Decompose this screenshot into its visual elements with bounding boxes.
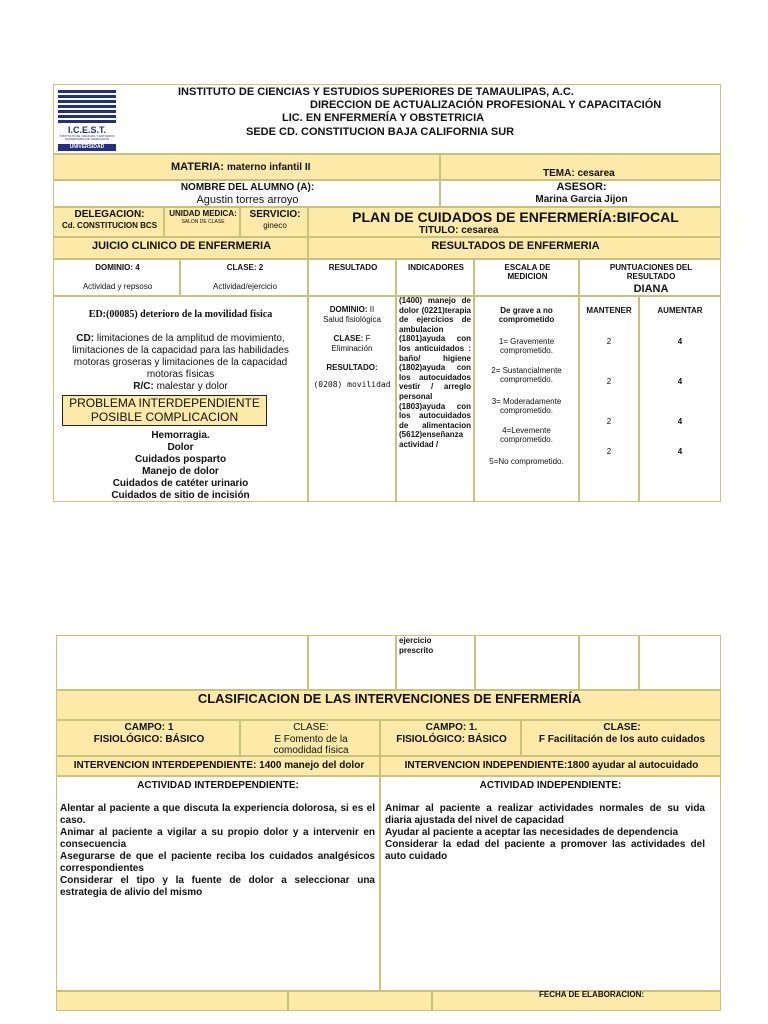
ed-diagnosis: ED:(00085) deterioro de la movilidad física	[88, 309, 273, 320]
cont-escala-cell	[475, 635, 579, 690]
resultado-block	[310, 305, 394, 390]
fecha-cell-2	[288, 991, 432, 1011]
interv2: INTERVENCION INDEPENDIENTE:1800 ayudar al autocuidado	[404, 760, 699, 771]
clase2-cell	[521, 720, 721, 756]
indicadores-text: (1400) manejo de dolor (0221)terapia de ejercicios de ambulacion (1801)ayuda con los anticuidados : baño/ higiene (1802)ayuda con los autocuidados vestir / arreglo personal (1803)ayuda con los autocuidados de alimentacion (5612)enseñanza actividad /	[399, 296, 471, 449]
clasificacion-title: CLASIFICACION DE LAS INTERVENCIONES DE ENFERMERÍA	[197, 691, 582, 706]
res-clase-value: F	[365, 334, 371, 343]
fecha-cell-3	[432, 991, 721, 1011]
clase1-cell	[240, 720, 380, 756]
dominio-col	[53, 259, 180, 296]
servicio-value: gineco	[263, 221, 287, 230]
clase-col	[180, 259, 308, 296]
asesor-cell	[440, 180, 721, 207]
mantener-value: 2	[606, 337, 612, 346]
logo-stripes	[56, 88, 118, 152]
unidad-cell	[164, 207, 240, 237]
act2-item: Ayudar al paciente a aceptar las necesidades de dependencia	[385, 827, 679, 838]
res-resultado-value: (0208) movilidad	[313, 380, 391, 389]
logo-univ: UNIVERSIDAD	[69, 144, 105, 150]
res-resultado-label: RESULTADO:	[326, 363, 378, 372]
tema: TEMA: cesarea	[543, 168, 615, 179]
interv1-cell	[56, 756, 380, 776]
escala-item: 5=No comprometido.	[489, 457, 564, 466]
campo1: CAMPO: 1 FISIOLÓGICO: BÁSICO	[93, 722, 205, 745]
cd-text-block	[58, 333, 303, 381]
cont-mantener-cell	[579, 635, 639, 690]
servicio-label: SERVICIO:	[249, 209, 301, 220]
resultado-title: RESULTADO	[328, 263, 378, 272]
aumentar-body	[639, 296, 721, 502]
diana: DIANA	[633, 283, 669, 295]
res-dominio-label: DOMINIO:	[329, 305, 368, 314]
resultados-header	[308, 237, 721, 259]
delegacion-cell	[53, 207, 164, 237]
res-dominio-sub: Salud fisiológica	[323, 315, 381, 324]
mantener-label: MANTENER	[586, 306, 632, 315]
plan-cell	[308, 207, 721, 237]
res-clase-sub: Eliminación	[331, 344, 373, 353]
clase1: CLASE: E Fomento de la comodidad física	[273, 722, 349, 756]
puntuaciones-title: PUNTUACIONES DEL RESULTADO	[609, 263, 693, 282]
dominio-sub: Actividad y repsoso	[82, 282, 153, 291]
escala-title-body: De grave a no comprometido	[498, 306, 555, 325]
delegacion-value: Cd. CONSTITUCION BCS	[61, 221, 158, 230]
aumentar-value: 4	[677, 417, 683, 426]
escala-title: ESCALA DE MEDICION	[504, 263, 551, 282]
asesor-label: ASESOR:	[556, 181, 607, 193]
clase-title: CLASE: 2	[226, 263, 264, 272]
header-line2: DIRECCION DE ACTUALIZACIÓN PROFESIONAL Y CAPACITACIÓN	[310, 99, 662, 111]
rc-block	[58, 381, 303, 393]
alumno-value: Agustin torres arroyo	[196, 194, 299, 206]
logo-text: I.C.E.S.T.	[67, 125, 106, 135]
act1-item: Alentar al paciente a que discuta la experiencia dolorosa, si es el caso.	[60, 803, 375, 826]
complicacion-item: Cuidados posparto	[134, 454, 227, 465]
cont-resultado-cell	[308, 635, 396, 690]
campo2: CAMPO: 1. FISIOLÓGICO: BÁSICO	[396, 722, 507, 745]
complicacion-item: Manejo de dolor	[142, 466, 219, 477]
escala-item: 4=Levemente comprometido.	[500, 426, 553, 445]
escala-item: 2= Sustancialmente comprometido.	[491, 366, 562, 385]
resultado-col	[308, 259, 396, 296]
delegacion-label: DELEGACION:	[74, 209, 145, 220]
act1-item: Animar al paciente a vigilar a su propio dolor y a intervenir en consecuencia	[60, 827, 375, 850]
indicadores-col	[396, 259, 474, 296]
mantener-body	[579, 296, 639, 502]
clasificacion-header	[56, 690, 721, 720]
mantener-value: 2	[606, 377, 612, 386]
escala-item: 3= Moderadamente comprometido.	[491, 397, 562, 416]
act2-list	[385, 803, 705, 863]
complicaciones-list	[55, 430, 306, 502]
complicacion-item: Cuidados de sitio de incisión	[111, 490, 250, 501]
cont-juicio-cell	[56, 635, 308, 690]
indicadores-cont: ejercicio prescrito	[399, 636, 434, 655]
tema-cell	[440, 154, 721, 180]
rc-label: R/C:	[133, 381, 154, 392]
act1-item: Asegurarse de que el paciente reciba los cuidados analgésicos correspondientes	[60, 851, 375, 874]
header-line1: INSTITUTO DE CIENCIAS Y ESTUDIOS SUPERIORES DE TAMAULIPAS, A.C.	[178, 86, 574, 98]
servicio-cell	[240, 207, 308, 237]
materia-label: MATERIA:	[171, 161, 224, 173]
titulo: TITULO: cesarea	[419, 225, 499, 236]
problema-box: PROBLEMA INTERDEPENDIENTE POSIBLE COMPLICACION	[62, 395, 267, 426]
rc-text: malestar y dolor	[156, 381, 228, 392]
juicio-header	[53, 237, 308, 259]
campo1-cell	[56, 720, 240, 756]
escala-col	[474, 259, 579, 296]
alumno-label: NOMBRE DEL ALUMNO (A):	[180, 182, 315, 193]
cd-text: limitaciones de la amplitud de movimiento, limitaciones de la capacidad para las habilidades motoras groseras y limitaciones de la capacidad motoras físicas	[72, 333, 289, 380]
act1-list	[60, 803, 375, 899]
dominio-title: DOMINIO: 4	[95, 263, 140, 272]
complicacion-item: Cuidados de catéter urinario	[112, 478, 249, 489]
complicacion-item: Hemorragia.	[151, 430, 210, 441]
unidad-label: UNIDAD MEDICA:	[169, 209, 237, 218]
act2-item: Considerar la edad del paciente a promover las actividades del auto cuidado	[385, 839, 705, 862]
cont-aumentar-cell	[639, 635, 721, 690]
cd-label: CD:	[76, 333, 95, 344]
puntuaciones-col	[579, 259, 721, 296]
plan-title: PLAN DE CUIDADOS DE ENFERMERÍA:BIFOCAL	[352, 209, 679, 225]
resultados-title: RESULTADOS DE ENFERMERIA	[431, 240, 600, 252]
clase-sub: Actividad/ejercicio	[212, 282, 278, 291]
logo	[56, 88, 118, 152]
res-clase-label: CLASE:	[333, 334, 364, 343]
aumentar-value: 4	[677, 337, 683, 346]
mantener-value: 2	[606, 447, 612, 456]
aumentar-value: 4	[677, 377, 683, 386]
asesor-value: Marina Garcia Jijon	[535, 194, 628, 205]
act2-item: Animar al paciente a realizar actividades normales de su vida diaria ajustada del nivel de capacidad	[385, 803, 705, 826]
juicio-title: JUICIO CLINICO DE ENFERMERIA	[91, 240, 272, 252]
aumentar-label: AUMENTAR	[657, 306, 703, 315]
header-line3: LIC. EN ENFERMERÍA Y OBSTETRICIA	[282, 112, 485, 124]
logo-subtext: INSTITUTO DE CIENCIAS Y ESTUDIOS SUPERIORES DE TAMAULIPAS	[59, 134, 115, 142]
interv2-cell	[380, 756, 721, 776]
res-dominio-value: II	[369, 305, 375, 314]
header-line4: SEDE CD. CONSTITUCION BAJA CALIFORNIA SUR	[246, 126, 515, 138]
act1-label: ACTIVIDAD INTERDEPENDIENTE:	[137, 780, 299, 791]
alumno-cell	[53, 180, 440, 207]
unidad-value: SALON DE CLASE	[181, 219, 225, 225]
escala-item: 1= Gravemente comprometido.	[498, 337, 555, 356]
complicacion-item: Dolor	[167, 442, 194, 453]
materia-value: materno infantil II	[227, 162, 311, 173]
mantener-value: 2	[606, 417, 612, 426]
campo2-cell	[380, 720, 521, 756]
materia-cell	[53, 154, 440, 180]
clase2: CLASE: F Facilitación de los auto cuidados	[538, 722, 706, 745]
act1-item: Considerar el tipo y la fuente de dolor a seleccionar una estrategia de alivio del mismo	[60, 875, 375, 898]
aumentar-value: 4	[677, 447, 683, 456]
act2-label: ACTIVIDAD INDEPENDIENTE:	[479, 780, 622, 791]
indicadores-title: INDICADORES	[407, 263, 464, 272]
interv1: INTERVENCION INTERDEPENDIENTE: 1400 manejo del dolor	[73, 760, 365, 771]
fecha-cell-1	[56, 991, 288, 1011]
fecha-label: FECHA DE ELABORACION:	[539, 990, 645, 999]
